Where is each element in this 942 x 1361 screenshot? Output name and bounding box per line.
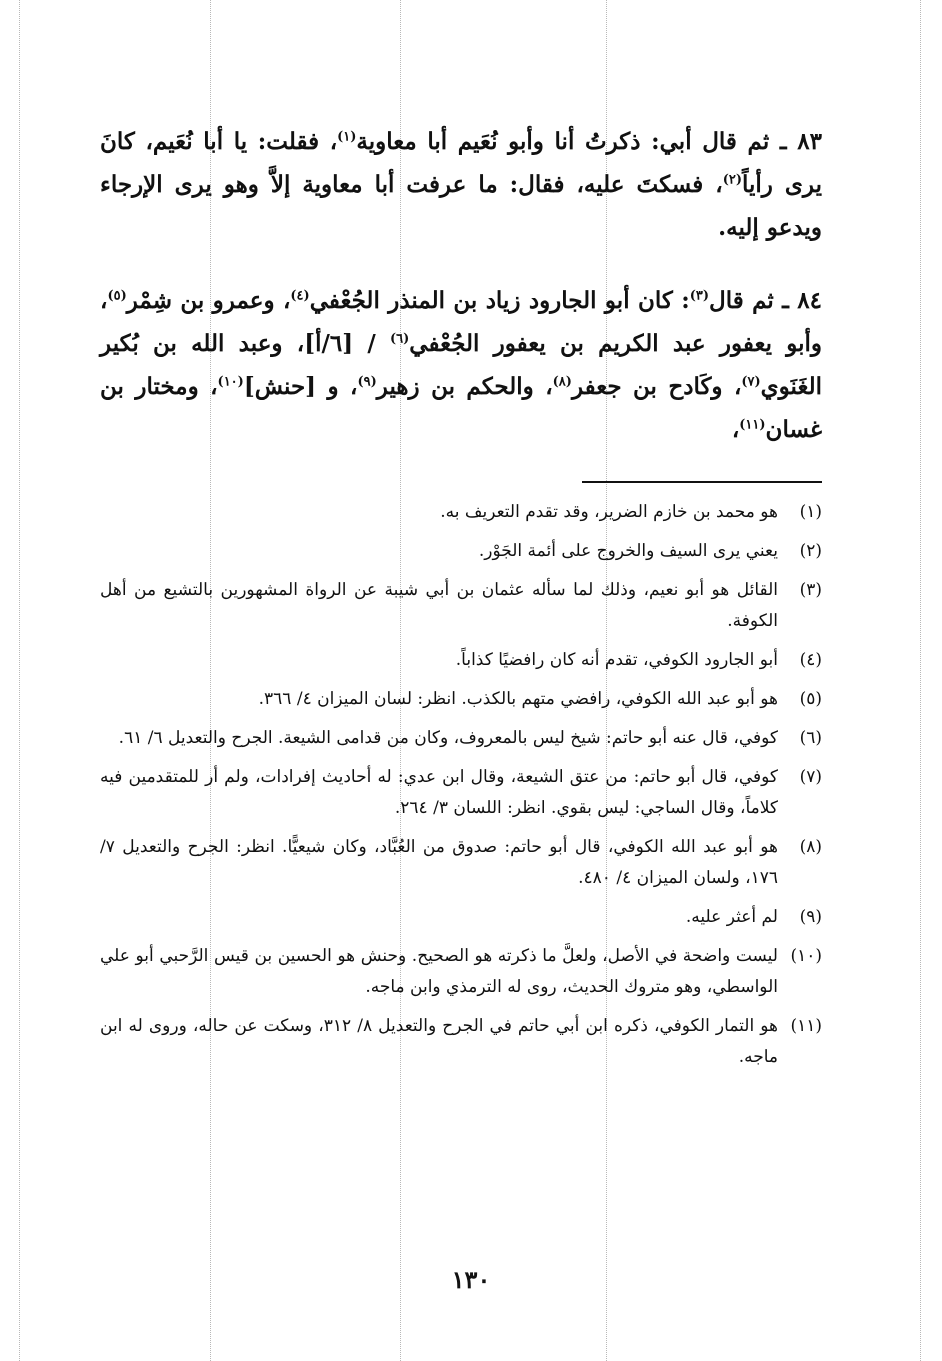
footnote-number: (٦) (799, 728, 822, 748)
paragraph-number: ٨٤ (797, 287, 822, 314)
footnote-ref: (٦) (390, 331, 410, 347)
footnote-ref: (١) (337, 129, 357, 145)
paragraph-text: ، (731, 416, 740, 443)
paragraph-84 (100, 279, 822, 451)
footnote-number: (٧) (799, 767, 822, 787)
paragraph-83 (100, 120, 822, 249)
paragraph-text: : كان أبو الجارود زياد بن المنذر الجُعْفي (309, 287, 690, 314)
paragraph-text: ، والحكم بن زهير (376, 373, 553, 400)
footnote-number: (١) (799, 502, 822, 522)
footnote-ref: (٤) (290, 288, 310, 304)
footnote-ref: (٩) (357, 374, 377, 390)
paragraph-text: / (353, 330, 390, 357)
paragraph-text: ، وأبو يعفور عبد الكريم بن يعفور الجُعْفي (100, 287, 822, 357)
footnote-number: (٢) (799, 541, 822, 561)
footnote-text: لم أعثر عليه. (685, 907, 778, 927)
footnote-number: (١١) (790, 1016, 822, 1036)
footnote (100, 1011, 822, 1073)
footnote-text: كوفي، قال أبو حاتم: من عتق الشيعة، وقال ابن عدي: له أحاديث إفرادات، ولم أر للمتقدمين فيه كلاماً، وقال الساجي: ليس بقوي. انظر: اللسان ٣/ ٢٦٤. (100, 767, 778, 818)
footnote-number: (٣) (799, 580, 822, 600)
footnote (100, 902, 822, 933)
paragraph-text: ، فقلت: يا أبا نُعَيم، كانَ يرى رأياً (100, 128, 822, 198)
footnote (100, 684, 822, 715)
paragraph-text: ، وكَادح بن جعفر (571, 373, 742, 400)
footnote-ref: (٢) (722, 172, 742, 188)
footnote (100, 762, 822, 824)
paragraph-text: ، ومختار بن غسان (100, 373, 822, 443)
footnote-number: (١٠) (790, 946, 822, 966)
paragraph-text: ، و [حنش] (243, 373, 358, 400)
footnote (100, 723, 822, 754)
footnote-ref: (١٠) (217, 374, 244, 390)
footnote (100, 497, 822, 528)
footnote-text: أبو الجارود الكوفي، تقدم أنه كان رافضيًا كذاباً. (455, 650, 778, 670)
footnotes (100, 497, 822, 1073)
paragraph-84-wrap (100, 279, 822, 451)
manuscript-folio-marker: [٦/أ] (304, 330, 354, 357)
footnote-text: هو أبو عبد الله الكوفي، قال أبو حاتم: صدوق من العُبَّاد، وكان شيعيًّا. انظر: الجرح والتعديل ٧/ ١٧٦، ولسان الميزان ٤/ ٤٨٠. (100, 837, 778, 888)
paragraph-text: ، وعبد الله بن بُكير الغَنَوي (100, 330, 822, 400)
footnote-ref: (٨) (552, 374, 572, 390)
footnote-text: القائل هو أبو نعيم، وذلك لما سأله عثمان بن أبي شيبة عن الرواة المشهورين بالتشيع من أهل الكوفة. (100, 580, 778, 631)
footnote (100, 941, 822, 1003)
scan-artifact-line (920, 0, 921, 1361)
paragraph-text: ـ ثم قال (708, 287, 798, 314)
footnote-ref: (٧) (741, 374, 761, 390)
footnote-ref: (٥) (107, 288, 127, 304)
footnote (100, 575, 822, 637)
footnote-text: هو أبو عبد الله الكوفي، رافضي متهم بالكذب. انظر: لسان الميزان ٤/ ٣٦٦. (258, 689, 778, 709)
footnote-text: ليست واضحة في الأصل، ولعلَّ ما ذكرته هو الصحيح. وحنش هو الحسين بن قيس الرَّحبي أبو علي الواسطي، وهو متروك الحديث، روى له الترمذي وابن ماجه. (100, 946, 778, 997)
page-body (100, 120, 822, 1081)
paragraph-text: ، وعمرو بن شِمْر (126, 287, 291, 314)
scan-artifact-line (19, 0, 20, 1361)
footnote-text: هو محمد بن خازم الضرير، وقد تقدم التعريف به. (440, 502, 778, 522)
footnote-text: كوفي، قال عنه أبو حاتم: شيخ ليس بالمعروف، وكان من قدامى الشيعة. الجرح والتعديل ٦/ ٦١. (118, 728, 778, 748)
footnote-text: يعني يرى السيف والخروج على أئمة الجَوْر. (478, 541, 778, 561)
footnote-separator (582, 481, 822, 483)
paragraph-number: ٨٣ (797, 128, 822, 155)
paragraph-text: ، فسكتَ عليه، فقال: ما عرفت أبا معاوية إلاَّ وهو يرى الإرجاء ويدعو إليه. (100, 171, 822, 241)
footnote-number: (٥) (799, 689, 822, 709)
footnote-number: (٩) (799, 907, 822, 927)
page-number: ١٣٠ (451, 1265, 491, 1294)
paragraph-text: ـ ثم قال أبي: ذكرتُ أنا وأبو نُعَيم أبا معاوية (356, 128, 798, 155)
footnote (100, 536, 822, 567)
footnote-ref: (٣) (689, 288, 709, 304)
footnote (100, 832, 822, 894)
footnote-number: (٤) (799, 650, 822, 670)
footnote-text: هو التمار الكوفي، ذكره ابن أبي حاتم في الجرح والتعديل ٨/ ٣١٢، وسكت عن حاله، وروى له ابن ماجه. (100, 1016, 779, 1067)
footnote-ref: (١١) (739, 417, 766, 433)
footnote-number: (٨) (799, 837, 822, 857)
footnote (100, 645, 822, 676)
